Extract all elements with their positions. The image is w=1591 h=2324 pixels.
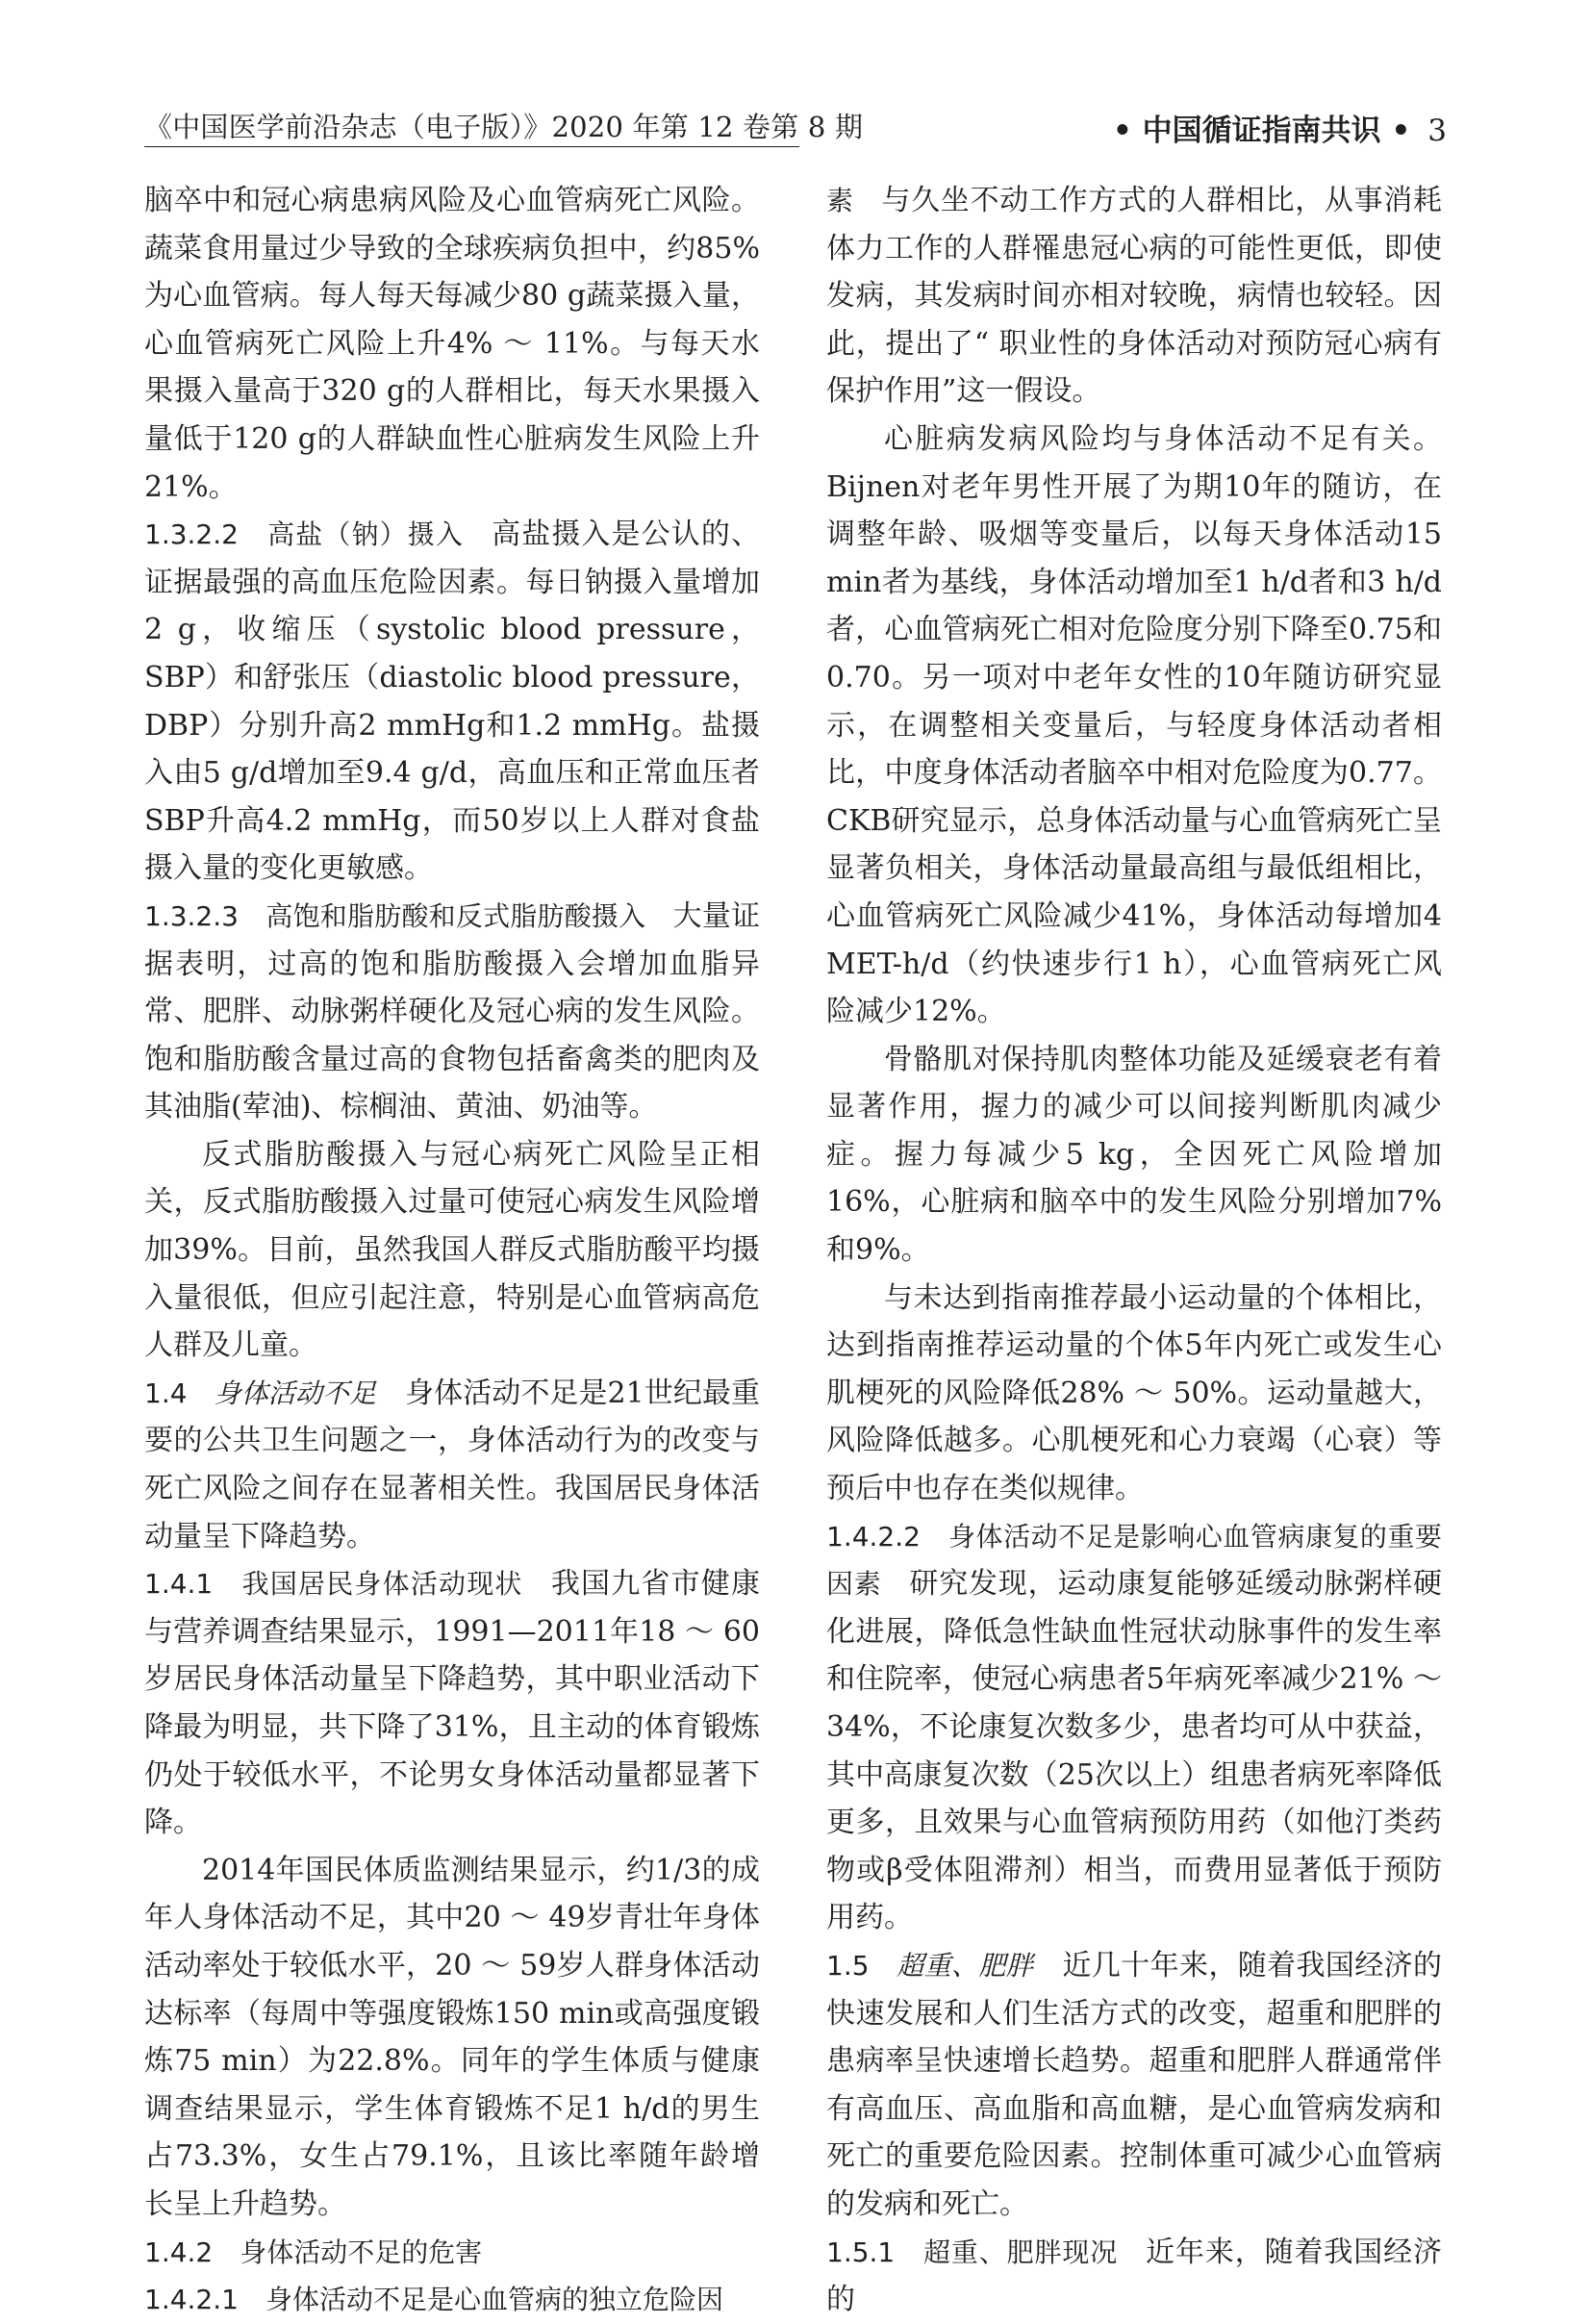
section-heading: 1.4.2.2 身体活动不足是影响心血管病康复的重要因素 — [826, 1520, 1442, 1601]
paragraph: 1.4.2.2 身体活动不足是影响心血管病康复的重要因素 研究发现，运动康复能够延缓动脉粥样硬化进展，降低急性缺血性冠状动脉事件的发生率和住院率，使冠心病患者5年病死率减少21% ～ 34%，不论康复次数多少，患者均可从中获益，其中高康复次数（25次以上）组患者病死率降低更多，且效果与心血管病预防用药（如他汀类药物或β受体阻滞剂）相当，而费用显著低于预防用药。 — [826, 1520, 1442, 1935]
header-rule — [144, 146, 799, 147]
paragraph: 1.4.1 我国居民身体活动现状 我国九省市健康与营养调查结果显示，1991—2011年18 ～ 60岁居民身体活动量呈下降趋势，其中职业活动下降最为明显，共下降了31%，且主动的体育锻炼仍处于较低水平，不论男女身体活动量都显著下降。 — [144, 1567, 760, 1840]
paragraph: 1.5 超重、肥胖 近几十年来，随着我国经济的快速发展和人们生活方式的改变，超重和肥胖的患病率呈快速增长趋势。超重和肥胖人群通常伴有高血压、高血脂和高血糖，是心血管病发病和死亡的重要危险因素。控制体重可减少心血管病的发病和死亡。 — [826, 1948, 1443, 2221]
page-number: 3 — [1427, 114, 1447, 148]
section-label: • 中国循证指南共识 • — [1113, 114, 1411, 148]
section-heading: 1.4.2.1 身体活动不足是心血管病的独立危险因 — [144, 2284, 723, 2316]
running-header — [144, 106, 1447, 148]
paragraph: 1.5.1 超重、肥胖现况 近年来，随着我国经济的 — [826, 2235, 1442, 2317]
paragraph: 脑卒中和冠心病患病风险及心血管病死亡风险。蔬菜食用量过少导致的全球疾病负担中，约85%为心血管病。每人每天每减少80 g蔬菜摄入量，心血管病死亡风险上升4% ～ 11%。与每天水果摄入量高于320 g的人群相比，每天水果摄入量低于120 g的人群缺血性心脏病发生风险上升21%。 — [144, 184, 760, 504]
paragraph: 心脏病发病风险均与身体活动不足有关。Bijnen对老年男性开展了为期10年的随访，在调整年龄、吸烟等变量后，以每天身体活动15 min者为基线，身体活动增加至1 h/d者和3 h/d者，心血管病死亡相对危险度分别下降至0.75和0.70。另一项对中老年女性的10年随访研究显示，在调整相关变量后，与轻度身体活动者相比，中度身体活动者脑卒中相对危险度为0.77。CKB研究显示，总身体活动量与心血管病死亡呈显著负相关，身体活动量最高组与最低组相比，心血管病死亡风险减少41%，身体活动每增加4 MET-h/d（约快速步行1 h），心血管病死亡风险减少12%。 — [826, 421, 1442, 1029]
paragraph: 1.4 身体活动不足 身体活动不足是21世纪最重要的公共卫生问题之一，身体活动行为的改变与死亡风险之间存在显著相关性。我国居民身体活动量呈下降趋势。 — [144, 1376, 760, 1554]
section-heading: 1.3.2.2 高盐（钠）摄入 — [144, 518, 492, 551]
left-column — [144, 177, 760, 2324]
paragraph — [144, 2229, 760, 2277]
paragraph: 骨骼肌对保持肌肉整体功能及延缓衰老有着显著作用，握力的减少可以间接判断肌肉减少症。握力每减少5 kg，全因死亡风险增加16%，心脏病和脑卒中的发生风险分别增加7%和9%。 — [826, 1042, 1442, 1268]
section-heading: 1.4.2 身体活动不足的危害 — [144, 2236, 483, 2268]
paragraph: 1.3.2.2 高盐（钠）摄入 高盐摄入是公认的、证据最强的高血压危险因素。每日钠摄入量增加2 g，收缩压（systolic blood pressure，SBP）和舒张压（diastolic blood pressure，DBP）分别升高2 mmHg和1.2 mmHg。盐摄入由5 g/d增加至9.4 g/d，高血压和正常血压者SBP升高4.2 mmHg，而50岁以上人群对食盐摄入量的变化更敏感。 — [144, 518, 760, 886]
paragraph — [144, 2276, 760, 2324]
journal-title: 《中国医学前沿杂志（电子版）》2020 年第 12 卷第 8 期 — [144, 111, 864, 143]
section-heading: 1.4 — [144, 1377, 215, 1409]
paragraph: 素 与久坐不动工作方式的人群相比，从事消耗体力工作的人群罹患冠心病的可能性更低，即使发病，其发病时间亦相对较晚，病情也较轻。因此，提出了“ 职业性的身体活动对预防冠心病有保护作用”这一假设。 — [826, 184, 1442, 409]
section-heading: 1.4.1 我国居民身体活动现状 — [144, 1568, 551, 1601]
paragraph: 反式脂肪酸摄入与冠心病死亡风险呈正相关，反式脂肪酸摄入过量可使冠心病发生风险增加39%。目前，虽然我国人群反式脂肪酸平均摄入量很低，但应引起注意，特别是心血管病高危人群及儿童。 — [144, 1137, 760, 1363]
right-column — [826, 177, 1442, 2324]
section-heading-italic: 超重、肥胖 — [897, 1949, 1034, 1982]
section-heading: 1.5.1 超重、肥胖现况 — [826, 2236, 1147, 2268]
paragraph: 1.3.2.3 高饱和脂肪酸和反式脂肪酸摄入 大量证据表明，过高的饱和脂肪酸摄入会增加血脂异常、肥胖、动脉粥样硬化及冠心病的发生风险。饱和脂肪酸含量过高的食物包括畜禽类的肥肉及其油脂(荤油)、棕榈油、黄油、奶油等。 — [144, 898, 761, 1124]
section-title — [1113, 106, 1447, 149]
paragraph: 2014年国民体质监测结果显示，约1/3的成年人身体活动不足，其中20 ～ 49岁青壮年身体活动率处于较低水平，20 ～ 59岁人群身体活动达标率（每周中等强度锻炼150 min或高强度锻炼75 min）为22.8%。同年的学生体质与健康调查结果显示，学生体育锻炼不足1 h/d的男生占73.3%，女生占79.1%，且该比率随年龄增长呈上升趋势。 — [144, 1853, 760, 2221]
section-heading-italic: 身体活动不足 — [214, 1377, 377, 1409]
paragraph: 与未达到指南推荐最小运动量的个体相比，达到指南推荐运动量的个体5年内死亡或发生心肌梗死的风险降低28% ～ 50%。运动量越大，风险降低越多。心肌梗死和心力衰竭（心衰）等预后中也存在类似规律。 — [826, 1280, 1442, 1506]
section-heading: 素 — [826, 185, 882, 216]
section-heading: 1.3.2.3 高饱和脂肪酸和反式脂肪酸摄入 — [144, 899, 673, 932]
section-heading: 1.5 — [826, 1949, 897, 1982]
